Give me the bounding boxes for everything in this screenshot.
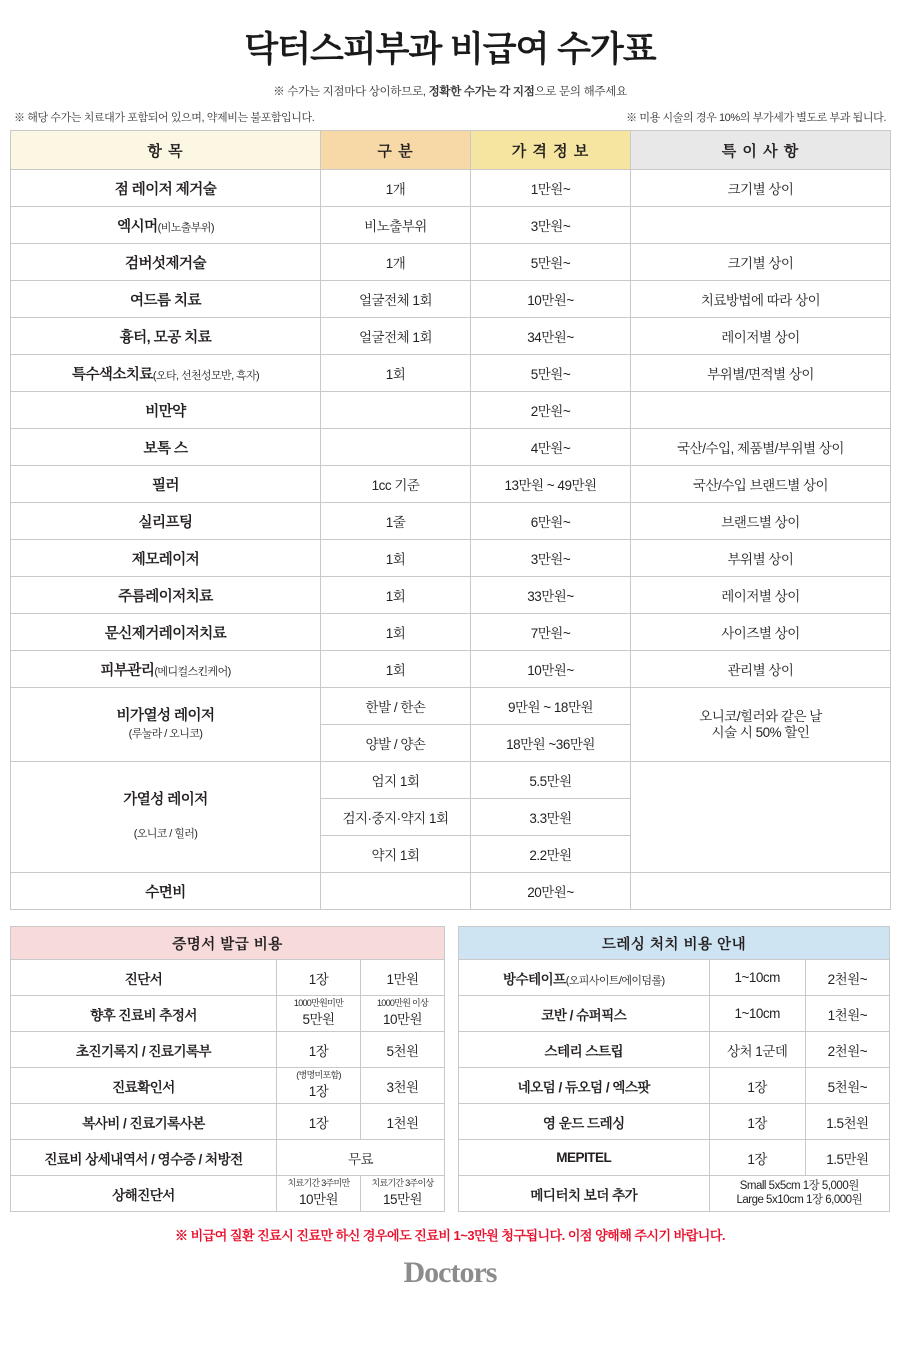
cell-item-sub: (메디컬스킨케어) (154, 665, 231, 678)
cell-price: 5만원~ (471, 244, 631, 281)
cell-qty-tiny: 치료기간 3주미만 (287, 1177, 350, 1188)
cell-price: 5천원 (361, 1032, 445, 1068)
cell-item: 진단서 (11, 960, 277, 996)
cell-item: 메디터치 보더 추가 (459, 1176, 710, 1212)
cell-merged (709, 1176, 889, 1212)
footer-note-pre: ※ 비급여 질환 진료시 진료만 하신 경우에도 (174, 1228, 415, 1243)
dressing-title: 드레싱 처치 비용 안내 (459, 927, 890, 960)
cell-note: 크기별 상이 (631, 244, 891, 281)
cell-price: 9만원 ~ 18만원 (471, 688, 631, 725)
cell-item: 향후 진료비 추정서 (11, 996, 277, 1032)
cell-price: 1만원 (361, 960, 445, 996)
cell-price: 1천원 (361, 1104, 445, 1140)
cell-item: 수면비 (11, 873, 321, 910)
cell-note (631, 688, 891, 762)
cell-price: 1만원~ (471, 170, 631, 207)
cell-price: 10만원~ (471, 281, 631, 318)
header-subnote (10, 83, 890, 99)
cell-item: 점 레이저 제거술 (11, 170, 321, 207)
table-row (459, 1176, 890, 1212)
table-row (459, 1032, 890, 1068)
cell-division: 비노출부위 (321, 207, 471, 244)
cell-item: 실리프팅 (11, 503, 321, 540)
table-row (11, 503, 891, 540)
cell-price: 10만원~ (471, 651, 631, 688)
cell-item-main: 엑시머 (117, 218, 158, 235)
cell-division: 1회 (321, 355, 471, 392)
cell-item-main: 특수색소치료 (71, 366, 153, 383)
cell-qty-main: 10만원 (298, 1192, 339, 1208)
cell-item-main: 비가열성 레이저 (116, 707, 215, 724)
cell-note: 부위별/면적별 상이 (631, 355, 891, 392)
cell-item (11, 355, 321, 392)
cell-price (361, 996, 445, 1032)
cell-price: 34만원~ (471, 318, 631, 355)
table-row (11, 466, 891, 503)
cell-item (459, 960, 710, 996)
cell-item: 진료확인서 (11, 1068, 277, 1104)
cell-qty: 상처 1군데 (709, 1032, 805, 1068)
cell-qty (277, 1068, 361, 1104)
cell-price: 1.5천원 (805, 1104, 889, 1140)
cell-item-main: 가열성 레이저 (123, 791, 208, 808)
cell-item-main: 방수테이프 (503, 971, 566, 987)
table-row (459, 1104, 890, 1140)
cell-merged-line2: Large 5x10cm 1장 6,000원 (736, 1193, 863, 1206)
cell-item: 상해진단서 (11, 1176, 277, 1212)
certificate-title: 증명서 발급 비용 (11, 927, 445, 960)
table-row (459, 960, 890, 996)
cell-note (631, 873, 891, 910)
cell-item: 스테리 스트립 (459, 1032, 710, 1068)
table-row (11, 1032, 445, 1068)
table-row (11, 1104, 445, 1140)
header-item: 항 목 (11, 131, 321, 170)
cell-item: 초진기록지 / 진료기록부 (11, 1032, 277, 1068)
cell-note: 국산/수입, 제품별/부위별 상이 (631, 429, 891, 466)
cell-note (631, 392, 891, 429)
cell-price-main: 15만원 (382, 1192, 423, 1208)
cell-division: 1회 (321, 614, 471, 651)
cell-item-sub: (오니코 / 힐러) (133, 828, 198, 841)
cell-qty: 1~10cm (709, 960, 805, 996)
cell-note: 레이저별 상이 (631, 318, 891, 355)
sub-tables-container (10, 926, 890, 1212)
page-title: 닥터스피부과 비급여 수가표 (244, 30, 656, 69)
subnote-pre: ※ 수가는 지점마다 상이하므로, (273, 86, 429, 98)
cell-qty: 1~10cm (709, 996, 805, 1032)
cell-item (11, 762, 321, 873)
cell-note: 부위별 상이 (631, 540, 891, 577)
cell-price: 5.5만원 (471, 762, 631, 799)
table-row (11, 960, 445, 996)
cell-price: 1.5만원 (805, 1140, 889, 1176)
cell-division: 1cc 기준 (321, 466, 471, 503)
table-row (459, 1140, 890, 1176)
cell-item: 주름레이저치료 (11, 577, 321, 614)
cell-item: 문신제거레이저치료 (11, 614, 321, 651)
cell-qty: 1장 (277, 1032, 361, 1068)
cell-item (11, 651, 321, 688)
cell-note: 사이즈별 상이 (631, 614, 891, 651)
table-row-group-nonthermal (11, 688, 891, 725)
table-row (11, 1068, 445, 1104)
cell-price: 3만원~ (471, 540, 631, 577)
cell-qty-main: 5만원 (302, 1012, 335, 1028)
cell-price: 20만원~ (471, 873, 631, 910)
cell-division: 양발 / 양손 (321, 725, 471, 762)
cell-division: 1회 (321, 577, 471, 614)
main-price-table (10, 130, 891, 910)
subnote-bold: 정확한 수가는 각 지점 (428, 86, 535, 98)
table-row (11, 355, 891, 392)
certificate-table (10, 926, 445, 1212)
cell-note-line1: 오니코/힐러와 같은 날 (699, 708, 822, 724)
table-row (11, 614, 891, 651)
footer-note (10, 1225, 890, 1244)
cell-item: 비만약 (11, 392, 321, 429)
cell-qty: 1장 (709, 1068, 805, 1104)
cell-price: 2만원~ (471, 392, 631, 429)
cell-item: MEPITEL (459, 1140, 710, 1176)
dressing-table (458, 926, 890, 1212)
cell-division: 1줄 (321, 503, 471, 540)
footer-note-bold: 진료비 1~3만원 (414, 1228, 499, 1243)
table-row (11, 540, 891, 577)
cell-qty-tiny: 1000만원미만 (293, 997, 344, 1008)
cell-division: 검지·중지·약지 1회 (321, 799, 471, 836)
cell-item: 코반 / 슈퍼픽스 (459, 996, 710, 1032)
table-header-row (459, 927, 890, 960)
table-row (11, 207, 891, 244)
cell-division: 1개 (321, 170, 471, 207)
cell-division: 얼굴전체 1회 (321, 318, 471, 355)
cell-item-sub: (오피사이트/에이덤롤) (565, 974, 665, 987)
cell-item: 여드름 치료 (11, 281, 321, 318)
cell-note (631, 762, 891, 873)
cell-division (321, 392, 471, 429)
cell-note: 국산/수입 브랜드별 상이 (631, 466, 891, 503)
cell-price: 3만원~ (471, 207, 631, 244)
cell-qty: 1장 (277, 960, 361, 996)
table-row (459, 996, 890, 1032)
table-row (11, 429, 891, 466)
footer-note-post: 청구됩니다. 이점 양해해 주시기 바랍니다. (498, 1228, 726, 1243)
cell-note: 레이저별 상이 (631, 577, 891, 614)
cell-item: 보톡 스 (11, 429, 321, 466)
cell-price: 7만원~ (471, 614, 631, 651)
table-row (11, 318, 891, 355)
note-right: ※ 미용 시술의 경우 10%의 부가세가 별도로 부과 됩니다. (626, 112, 886, 124)
cell-item: 흉터, 모공 치료 (11, 318, 321, 355)
cell-price: 4만원~ (471, 429, 631, 466)
cell-note-line2: 시술 시 50% 할인 (711, 724, 810, 740)
cell-price: 13만원 ~ 49만원 (471, 466, 631, 503)
table-row (11, 1176, 445, 1212)
header-price: 가 격 정 보 (471, 131, 631, 170)
cell-item-main: 피부관리 (100, 662, 155, 679)
header-division: 구 분 (321, 131, 471, 170)
cell-note: 브랜드별 상이 (631, 503, 891, 540)
cell-price: 6만원~ (471, 503, 631, 540)
table-row-group-thermal (11, 762, 891, 799)
cell-merged: 무료 (277, 1140, 445, 1176)
cell-item: 검버섯제거술 (11, 244, 321, 281)
cell-division: 얼굴전체 1회 (321, 281, 471, 318)
cell-division (321, 429, 471, 466)
table-header-row (11, 927, 445, 960)
table-row (11, 577, 891, 614)
table-row (11, 651, 891, 688)
cell-division: 약지 1회 (321, 836, 471, 873)
cell-division (321, 873, 471, 910)
cell-qty: 1장 (709, 1140, 805, 1176)
cell-price: 33만원~ (471, 577, 631, 614)
cell-price: 3천원 (361, 1068, 445, 1104)
table-header-row (11, 131, 891, 170)
cell-item-sub: (루눌라 / 오니코) (128, 727, 203, 740)
cell-qty: 1장 (709, 1104, 805, 1140)
cell-division: 1개 (321, 244, 471, 281)
table-row (11, 244, 891, 281)
table-row (11, 392, 891, 429)
cell-qty-tiny: (병명미포함) (296, 1069, 341, 1080)
cell-item: 필러 (11, 466, 321, 503)
note-row (10, 109, 890, 130)
cell-price: 18만원 ~36만원 (471, 725, 631, 762)
brand-logo: Doctors (403, 1256, 497, 1289)
table-row (11, 170, 891, 207)
cell-qty: 1장 (277, 1104, 361, 1140)
dressing-section (458, 926, 890, 1212)
table-row (11, 996, 445, 1032)
certificate-section (10, 926, 444, 1212)
cell-item: 진료비 상세내역서 / 영수증 / 처방전 (11, 1140, 277, 1176)
cell-item (11, 688, 321, 762)
cell-qty (277, 996, 361, 1032)
header-note: 특 이 사 항 (631, 131, 891, 170)
cell-price: 2.2만원 (471, 836, 631, 873)
cell-item: 복사비 / 진료기록사본 (11, 1104, 277, 1140)
cell-price: 2천원~ (805, 1032, 889, 1068)
cell-qty (277, 1176, 361, 1212)
cell-price (361, 1176, 445, 1212)
cell-price-main: 10만원 (382, 1012, 423, 1028)
cell-price: 5천원~ (805, 1068, 889, 1104)
cell-item: 제모레이저 (11, 540, 321, 577)
cell-price-tiny: 치료기간 3주이상 (371, 1177, 434, 1188)
cell-division: 1회 (321, 651, 471, 688)
cell-price: 3.3만원 (471, 799, 631, 836)
table-row (11, 873, 891, 910)
cell-note: 관리별 상이 (631, 651, 891, 688)
cell-item-sub: (오타, 선천성모반, 흑자) (152, 369, 260, 382)
cell-division: 엄지 1회 (321, 762, 471, 799)
cell-division: 1회 (321, 540, 471, 577)
cell-note (631, 207, 891, 244)
cell-item-sub: (비노출부위) (157, 221, 214, 234)
cell-price: 1천원~ (805, 996, 889, 1032)
cell-qty-main: 1장 (308, 1084, 329, 1100)
cell-note: 치료방법에 따라 상이 (631, 281, 891, 318)
cell-price: 2천원~ (805, 960, 889, 996)
subnote-post: 으로 문의 해주세요 (534, 86, 627, 98)
cell-price: 5만원~ (471, 355, 631, 392)
cell-division: 한발 / 한손 (321, 688, 471, 725)
cell-item: 네오덤 / 듀오덤 / 엑스팟 (459, 1068, 710, 1104)
table-row (11, 1140, 445, 1176)
cell-item (11, 207, 321, 244)
table-row (459, 1068, 890, 1104)
cell-item: 영 운드 드레싱 (459, 1104, 710, 1140)
note-left: ※ 해당 수가는 치료대가 포함되어 있으며, 약제비는 불포함입니다. (14, 112, 315, 124)
cell-price-tiny: 1000만원 이상 (377, 997, 428, 1008)
table-row (11, 281, 891, 318)
cell-note: 크기별 상이 (631, 170, 891, 207)
cell-merged-line1: Small 5x5cm 1장 5,000원 (739, 1180, 859, 1193)
